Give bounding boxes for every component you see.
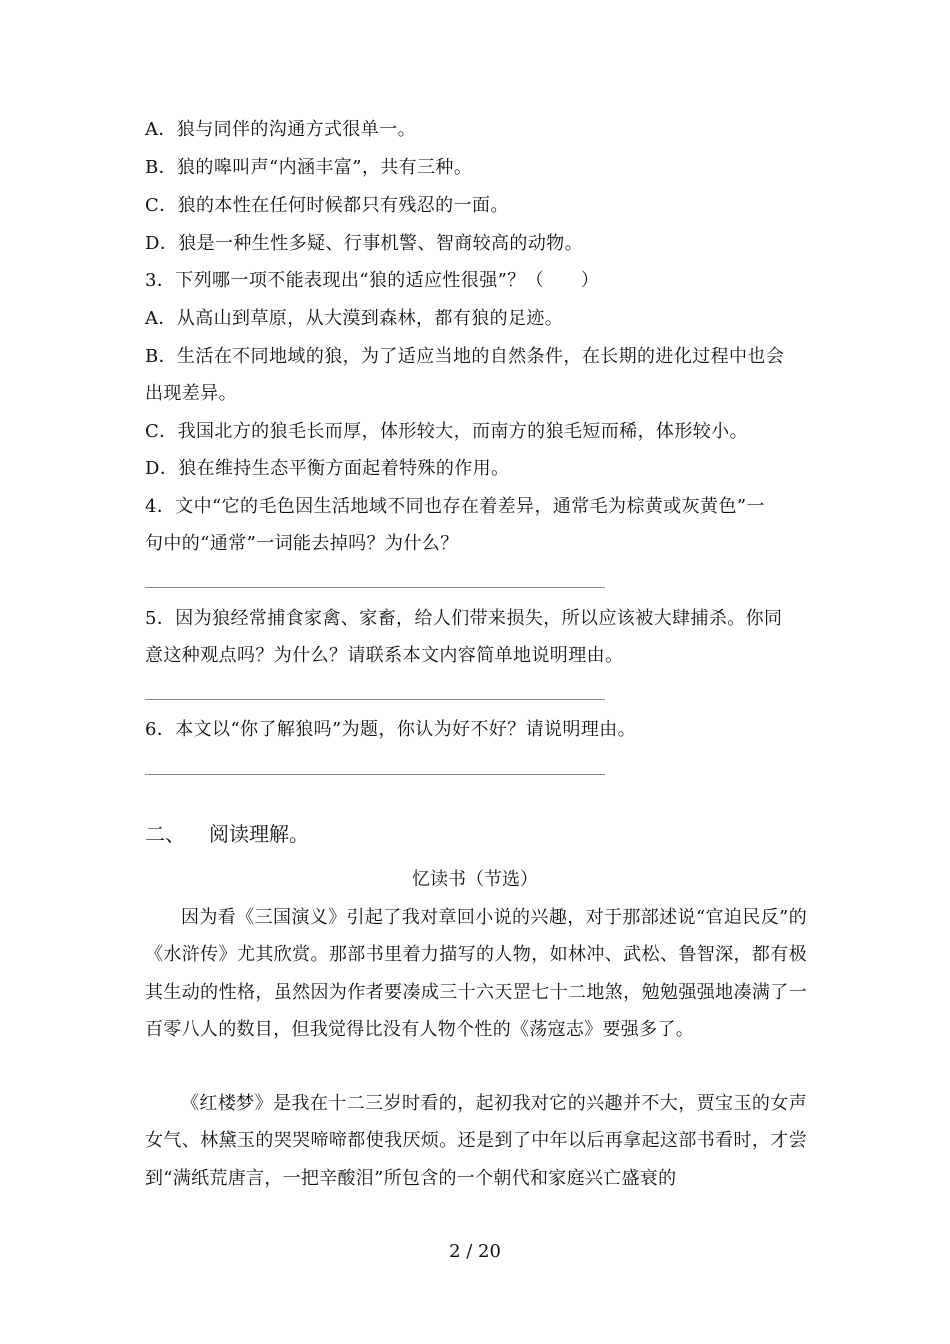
page-number: 2 / 20 bbox=[449, 1241, 501, 1262]
q3-option-a: A．从高山到草原，从大漠到森林，都有狼的足迹。 bbox=[145, 308, 564, 329]
passage-paragraph-2: 《红楼梦》是我在十二三岁时看的，起初我对它的兴趣并不大，贾宝玉的女声女气、林黛玉的哭哭啼啼都使我厌烦。还是到了中年以后再拿起这部书看时，才尝到“满纸荒唐言，一把辛酸泪”所包含的一个朝代和家庭兴亡盛衰的 bbox=[145, 1093, 807, 1189]
section-title: 阅读理解。 bbox=[209, 822, 309, 846]
q3-stem: 3．下列哪一项不能表现出“狼的适应性很强”？（ ） bbox=[145, 270, 600, 291]
q4-answer-line bbox=[145, 587, 605, 588]
passage-title: 忆读书（节选） bbox=[412, 869, 538, 890]
q3-option-c: C．我国北方的狼毛长而厚，体形较大，而南方的狼毛短而稀，体形较小。 bbox=[145, 421, 748, 442]
q4-line2: 句中的“通常”一词能去掉吗？为什么？ bbox=[145, 533, 459, 554]
q5-line1: 5．因为狼经常捕食家禽、家畜，给人们带来损失，所以应该被大肆捕杀。你同 bbox=[145, 608, 783, 629]
section-heading bbox=[145, 821, 309, 847]
q6-answer-line bbox=[145, 774, 605, 775]
q4-line1: 4．文中“它的毛色因生活地域不同也存在着差异，通常毛为棕黄或灰黄色”一 bbox=[145, 496, 765, 517]
q6-text: 6．本文以“你了解狼吗”为题，你认为好不好？请说明理由。 bbox=[145, 719, 637, 740]
q2-option-a: A．狼与同伴的沟通方式很单一。 bbox=[145, 119, 416, 140]
q2-option-b: B．狼的嗥叫声“内涵丰富”，共有三种。 bbox=[145, 157, 473, 178]
q3-option-d: D．狼在维持生态平衡方面起着特殊的作用。 bbox=[145, 458, 510, 479]
q2-option-c: C．狼的本性在任何时候都只有残忍的一面。 bbox=[145, 195, 509, 216]
passage-paragraph-1: 因为看《三国演义》引起了我对章回小说的兴趣，对于那部述说“官迫民反”的《水浒传》尤其欣赏。那部书里着力描写的人物，如林冲、武松、鲁智深，都有极其生动的性格，虽然因为作者要凑成三十六天罡七十二地煞，勉勉强强地凑满了一百零八人的数目，但我觉得比没有人物个性的《荡寇志》要强多了。 bbox=[145, 907, 807, 1040]
section-number: 二、 bbox=[145, 822, 185, 846]
q5-line2: 意这种观点吗？为什么？请联系本文内容简单地说明理由。 bbox=[145, 645, 624, 666]
q3-option-b-line2: 出现差异。 bbox=[145, 383, 237, 404]
q2-option-d: D．狼是一种生性多疑、行事机警、智商较高的动物。 bbox=[145, 233, 584, 254]
q3-option-b-line1: B．生活在不同地域的狼，为了适应当地的自然条件，在长期的进化过程中也会 bbox=[145, 346, 785, 367]
q5-answer-line bbox=[145, 699, 605, 700]
